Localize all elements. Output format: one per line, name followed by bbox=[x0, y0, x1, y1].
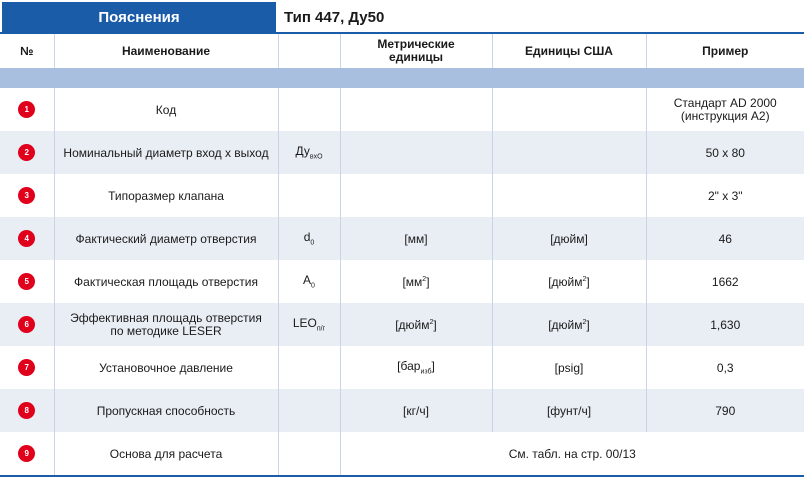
row-symbol bbox=[278, 389, 340, 432]
row-number-badge: 1 bbox=[18, 101, 35, 118]
row-name: Типоразмер клапана bbox=[54, 174, 278, 217]
row-metric: $[мм^2]$ bbox=[340, 260, 492, 303]
table-row bbox=[0, 432, 804, 475]
example-line-1: Стандарт AD 2000 bbox=[673, 95, 777, 110]
row-us: [фунт/ч] bbox=[492, 389, 646, 432]
row-us: [дюйм] bbox=[492, 217, 646, 260]
table-row bbox=[0, 131, 804, 174]
table-row bbox=[0, 303, 804, 346]
row-us bbox=[492, 174, 646, 217]
col-us: Единицы США bbox=[492, 34, 646, 68]
row-example: 0,3 bbox=[646, 346, 804, 389]
row-us: [дюйм$^2$] bbox=[492, 303, 646, 346]
row-number-badge: 7 bbox=[18, 359, 35, 376]
row-number-badge: 9 bbox=[18, 445, 35, 462]
table-row bbox=[0, 174, 804, 217]
col-example: Пример bbox=[646, 34, 804, 68]
legend-table bbox=[0, 34, 804, 477]
row-symbol bbox=[278, 88, 340, 131]
row-metric: [бар$_{изб}$] bbox=[340, 346, 492, 389]
table-row bbox=[0, 217, 804, 260]
row-metric: [дюйм$^2$] bbox=[340, 303, 492, 346]
col-metric-l1: Метрические bbox=[377, 37, 455, 51]
row-symbol: $LEO_{п/г}$ bbox=[278, 303, 340, 346]
example-line-2: (инструкция А2) bbox=[680, 108, 770, 123]
header-row bbox=[0, 34, 804, 68]
row-metric: [кг/ч] bbox=[340, 389, 492, 432]
row-metric bbox=[340, 174, 492, 217]
row-us bbox=[492, 131, 646, 174]
row-number-badge: 6 bbox=[18, 316, 35, 333]
row-symbol bbox=[278, 174, 340, 217]
row-name: Код bbox=[54, 88, 278, 131]
row-name: Основа для расчета bbox=[54, 432, 278, 475]
row-metric bbox=[340, 88, 492, 131]
row-metric bbox=[340, 131, 492, 174]
row-name: Номинальный диаметр вход x выход bbox=[54, 131, 278, 174]
row-example: 1,630 bbox=[646, 303, 804, 346]
row-number-badge: 3 bbox=[18, 187, 35, 204]
table-row bbox=[0, 346, 804, 389]
col-metric bbox=[340, 34, 492, 68]
bottom-rule bbox=[0, 475, 804, 477]
row-number-badge: 4 bbox=[18, 230, 35, 247]
col-symbol bbox=[278, 34, 340, 68]
row-symbol: $Ду_{вхО}$ bbox=[278, 131, 340, 174]
row-example: 50 x 80 bbox=[646, 131, 804, 174]
col-name: Наименование bbox=[54, 34, 278, 68]
row-number-badge: 8 bbox=[18, 402, 35, 419]
col-num: № bbox=[0, 34, 54, 68]
table-row bbox=[0, 389, 804, 432]
row-us bbox=[492, 88, 646, 131]
row-symbol bbox=[278, 432, 340, 475]
row-symbol: $d_0$ bbox=[278, 217, 340, 260]
row-us: [дюйм$^2$] bbox=[492, 260, 646, 303]
table-row bbox=[0, 88, 804, 131]
row-example: 1662 bbox=[646, 260, 804, 303]
row-name: Фактическая площадь отверстия bbox=[54, 260, 278, 303]
valve-type-title: Тип 447, Ду50 bbox=[284, 8, 385, 26]
row-example bbox=[646, 88, 804, 131]
top-bar bbox=[0, 0, 804, 34]
row-number-badge: 2 bbox=[18, 144, 35, 161]
row-example: 2" x 3" bbox=[646, 174, 804, 217]
table-row bbox=[0, 260, 804, 303]
row-us: [psig] bbox=[492, 346, 646, 389]
row-name: Эффективная площадь отверстия по методике LESER bbox=[54, 303, 278, 346]
row-name: Пропускная способность bbox=[54, 389, 278, 432]
row-symbol bbox=[278, 346, 340, 389]
row-name: Установочное давление bbox=[54, 346, 278, 389]
row-example: 790 bbox=[646, 389, 804, 432]
row-symbol: $A_0$ bbox=[278, 260, 340, 303]
row-metric: [мм] bbox=[340, 217, 492, 260]
header-band bbox=[0, 68, 804, 88]
row-merged-note: См. табл. на стр. 00/13 bbox=[340, 432, 804, 475]
col-metric-l2: единицы bbox=[389, 50, 443, 64]
section-title: Пояснения bbox=[2, 2, 276, 32]
row-example: 46 bbox=[646, 217, 804, 260]
row-name: Фактический диаметр отверстия bbox=[54, 217, 278, 260]
row-number-badge: 5 bbox=[18, 273, 35, 290]
